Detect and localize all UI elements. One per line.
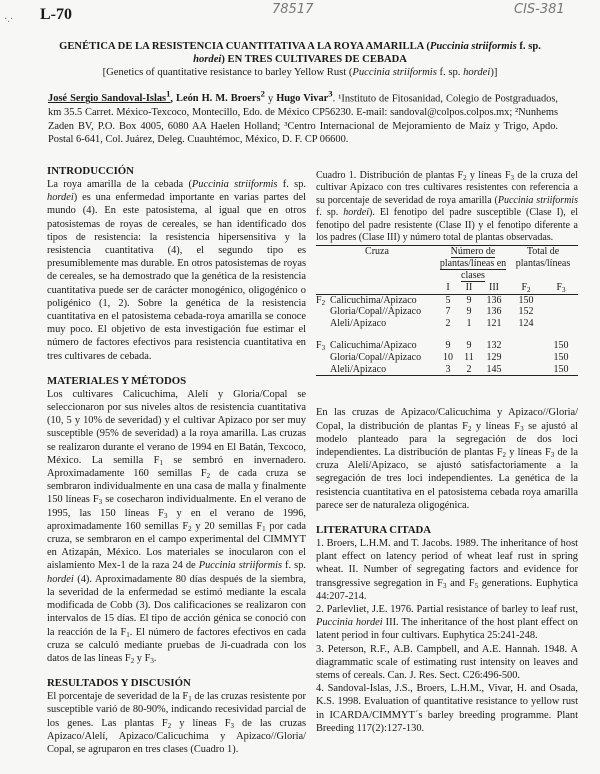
scan-speck: ·.· (4, 14, 14, 25)
reference-item: 3. Peterson, R.F., A.B. Campbell, and A.E. Hannah. 1948. A diagrammatic scale of estimating rust intensity on leaves and stems of cereals. Can. J. Res. Sect. C26:496-500. (316, 643, 578, 682)
reference-item: 1. Broers, L.H.M. and T. Jacobs. 1989. The inheritance of host plant effect on latency period of wheat leaf rust in spring wheat. II. Number of segregating factors and evidence for transgressive segregation in $F_3$ and $F_5$ generations. Euphytica 44:207-214. (316, 538, 578, 602)
results-continued-paragraph: En las cruzas de Apizaco/Calicuchima y Apizaco//Gloria/ Copal, la distribución de plantas $F_2$ y líneas $F_3$ se ajustó al modelo planteado para la segregación de dos loci independientes. La distribución de plantas $F_2$ y líneas $F_3$ de la cruza Alelí/Apizaco, se ajustó satisfactoriamente a la segregación de tres loci independientes. La genética de la resistencia cuantitativa en el patosistema cebada roya amarilla parece ser de naturaleza oligogénica. (316, 407, 578, 511)
section-heading-literatura: LITERATURA CITADA (316, 524, 432, 537)
generation-label: $F_3$ (316, 340, 326, 353)
reference-item: 2. Parlevliet, J.E. 1976. Partial resistance of barley to leaf rust, Puccinia hordei III. The inheritance of the host plant effect on latent period in four cultivars. Euphytica 25:241-248. (316, 604, 578, 642)
handwritten-note: CIS-381 (514, 2, 565, 17)
table-row: Aleli/Apizaco 3 2 145 150 (316, 364, 578, 376)
english-title: [Genetics of quantitative resistance to barley Yellow Rust (Puccinia striiformis f. sp. hordei)] (102, 67, 498, 78)
right-column (316, 170, 578, 735)
header-clase-iii: III (489, 281, 499, 293)
data-table (316, 245, 578, 376)
table-row: Gloria/Copal//Apizaco 7 9 136 152 (330, 306, 534, 318)
header-f3: $F_3$ (556, 281, 566, 294)
left-column (47, 165, 306, 756)
header-cruza: Cruza (365, 246, 389, 258)
section-heading-resultados: RESULTADOS Y DISCUSIÓN (47, 677, 191, 690)
authors-affiliations: José Sergio Sandoval-Islas$^1$, León H. M. Broers$^2$ y Hugo Vivar$^3$. ¹Instituto de Fitosanidad, Colegio de Postgraduados, km 35.5 Carret. México-Texcoco, Montecillo, Edo. de México CP56230. E-mail: sandoval@colpos.colpos.mx; ²Nunhems Zaden BV, P.O. Box 4005, 6080 AA Haelen Holland; ³Centro Internacional de Mejoramiento de Maíz y Trigo, Apdo. Postal 6-641, Col. Juárez, Deleg. Cuauhtémoc, México, D. F. CP 06600. (48, 89, 559, 146)
table-row: Aleli/Apizaco 2 1 121 124 (330, 318, 534, 330)
title-block (30, 40, 570, 80)
author-name: León H. M. Broers$^2$ (176, 89, 265, 105)
article-title: GENÉTICA DE LA RESISTENCIA CUANTITATIVA A LA ROYA AMARILLA (Puccinia striiformis f. sp. hordei) EN TRES CULTIVARES DE CEBADA (59, 41, 541, 65)
header-clase-ii: II (465, 281, 473, 293)
handwritten-note: 78517 (272, 2, 314, 17)
section-heading-introduccion: INTRODUCCIÓN (47, 165, 134, 177)
table-row: Gloria/Copal//Apizaco 10 11 129 150 (330, 351, 569, 363)
affiliations: . ¹Instituto de Fitosanidad, Colegio de Postgraduados, km 35.5 Carret. México-Texcoco, Montecillo, Edo. de México CP56230. E-mail: sandoval@colpos.colpos.mx; ²Nunhems Zaden BV, P.O. Box 4005, 6080 AA Haelen Holland; ³Centro Internacional de Mejoramiento de Maíz y Trigo, Apdo. Postal 6-641, Col. Juárez, Deleg. Cuauhtémoc, México, D. F. CP 06600. (48, 93, 559, 146)
results-paragraph: El porcentaje de severidad de la $F_1$ de las cruzas resistente por susceptible varió de 80-90%, indicando recesividad parcial de los genes. Las plantas $F_2$ y líneas $F_3$ de las cruzas Apizaco/Alelí, Apizaco/Calicuchima y Apizaco//Gloria/ Copal, se agruparon en tres clases (Cuadro 1). (47, 691, 306, 755)
section-heading-materiales: MATERIALES Y MÉTODOS (47, 374, 187, 387)
author-name: Hugo Vivar$^3$ (276, 89, 333, 105)
header-clase-i: I (446, 281, 450, 293)
table-caption: Cuadro 1. Distribución de plantas $F_2$ y líneas $F_3$ de la cruza del cultivar Apizaco con tres cultivares resistentes con referencia a su porcentaje de severidad de roya amarilla (Puccinia striiformis f. sp. hordei). El fenotipo del padre susceptible (Clase I), el fenotipo del padre resistente (Clase II) y el fenotipo diferente a los padres (Clase III) y número total de plantas observadas. (316, 170, 578, 244)
table-row: $F_2$ Calicuchima/Apizaco 5 9 136 150 (316, 294, 534, 307)
methods-paragraph: Los cultivares Calicuchima, Alelí y Gloria/Copal se seleccionaron por sus niveles altos de resistencia cuantitativa (10, 5 y 10% de severidad) y el cultivar Apizaco por ser muy susceptible (95% de severidad) a la roya amarilla. Las cruzas se realizaron durante el verano de 1994 en El Batán, Texcoco, México. La semilla $F_1$ se sembró en invernadero. Aproximadamente 160 semillas $F_2$ de cada cruza se sembraron individualmente en una casa de malla y finalmente 150 líneas $F_3$ se cosecharon individualmente. En el verano de 1995, las 150 líneas $F_3$ y en el verano de 1996, aproximadamente 160 semillas $F_2$ y 20 semillas $F_1$ por cada cruza, se sembraron en el campo experimental del CIMMYT en Atizapán, México. Los materiales se inocularon con el aislamiento Mex-1 de la raza 24 de Puccinia striiformis f. sp. hordei (4). Aproximadamente 80 días después de la siembra, la severidad de la enfermedad se estimó mediante la escala modificada de Cobb (3). Dos calificaciones se realizaron con intervalos de 15 días. El tipo de acción génica se conoció con la reacción de la $F_1$. El número de factores efectivos en cada cruza se calculó mediante pruebas de Ji-cuadrada con los datos de las líneas $F_2$ y $F_3$. (47, 388, 307, 665)
author-name: José Sergio Sandoval-Islas$^1$ (48, 89, 171, 105)
generation-label: $F_2$ (316, 294, 326, 307)
header-total: Total de plantas/líneas (515, 246, 571, 270)
page-label: L-70 (40, 6, 72, 23)
intro-paragraph: La roya amarilla de la cebada (Puccinia striiformis f. sp. hordei) es una enfermedad importante en varias partes del mundo (4). En este patosistema, al igual que en otros patosistemas de royas de cereales, se han identificado dos tipos de resistencia: la resistencia hipersensitiva y la resistencia cuantitativa (4), el segundo tipo es presumiblemente mas durable. En otros patosistemas de royas de cereales, se ha demostrado que la genética de la resistencia cuantitativa puede ser de carácter monogénico, oligogénico o poligénico (1, 2). Sobre la genética de la resistencia cuantitativa en el patosistema cebada-roya amarilla se conoce muy poco. El objetivo de esta investigación fue estimar el número de factores efectivos para resistencia cuantitativa en tres cultivares de cebada. (47, 179, 306, 362)
header-numero: Número de plantas/líneas en clases (439, 246, 507, 282)
reference-item: 4. Sandoval-Islas, J.S., Broers, L.H.M., Vivar, H. and Osada, K.S. 1998. Evaluation of quantitative resistance to yellow rust in ICARDA/CIMMYT´s barley breeding programme. Plant Breeding 117(2):127-130. (316, 683, 578, 734)
header-f2: $F_2$ (521, 281, 531, 294)
table-row: $F_3$ Calicuchima/Apizaco 9 9 132 150 (316, 340, 569, 353)
